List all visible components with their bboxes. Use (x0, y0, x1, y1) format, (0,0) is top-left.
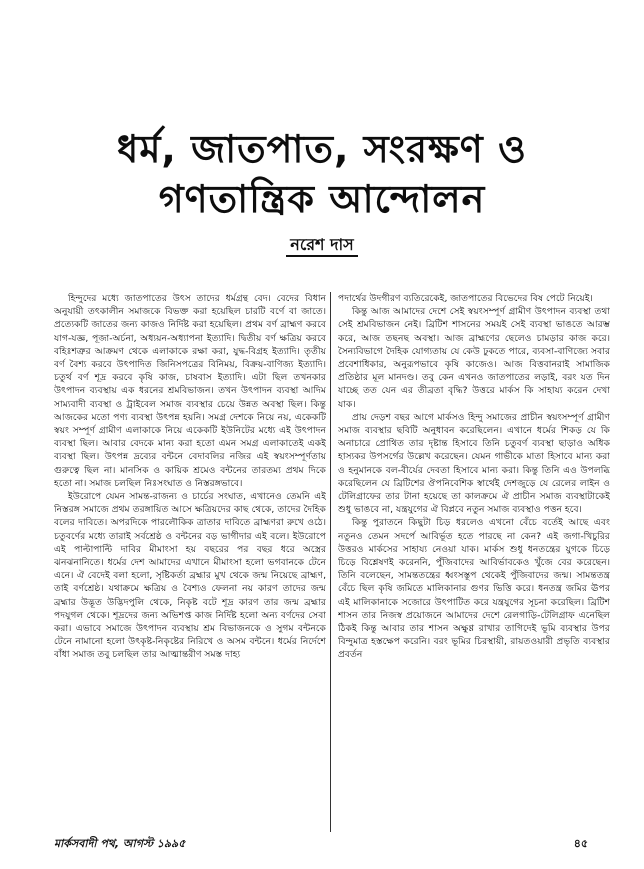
left-column (54, 292, 326, 830)
paragraph: প্রায় দেড়শ বছর আগে মার্কসও হিন্দু সমাজের প্রাচীন স্বয়ংসম্পূর্ণ গ্রামীণ সমাজ ব্যবস্থার ছবিটি অনুধাবন করেছিলেন। এখানে ধর্মের শিকড় যে কি অনাচারে প্রোথিত তার দৃষ্টান্ত হিসাবে তিনি চতুবর্ণ ব্যবস্থা ছাড়াও অধিক হাস্যকর উপসর্গের উল্লেখ করেছেন। যেমন গাভীকে মাতা হিসাবে মান্য করা ও হনুমানকে বল-বীর্যের দেবতা হিসাবে মান্য করা। কিন্তু তিনি এও উপলব্ধি করেছিলেন যে ব্রিটিশের ঔপনিবেশিক স্বার্থেই দেশজুড়ে যে রেলের লাইন ও টেলিগ্রাফের তার টানা হয়েছে তা কালক্রমে ঐ প্রাচীন সমাজ ব্যবস্থাটাকেই শুধু ভাঙবে না, যন্ত্রযুগের ঐ বিপ্লবে নতুন সমাজ ব্যবস্থাও পত্তন হবে। (338, 411, 610, 516)
paragraph: কিন্তু পুরাতনে কিছুটা চিড় ধরলেও এখনো বেঁচে বর্তেই আছে এবং নতুনও তেমন সদর্পে আবির্ভূত হতে পারছে না কেন? এই জগা-খিচুরির উত্তরও মার্কসের সাহায্য নেওয়া যাক। মার্কস শুধু ধনতন্ত্রের যুগকে চিড়ে চিড়ে বিশ্লেষণই করেননি, পুঁজিবাদের আবির্ভাবকেও খুঁজে বের করেছেন। তিনি বলেছেন, সামন্ততন্ত্রের ধ্বংসস্তূপ থেকেই পুঁজিবাদের জন্ম। সামন্ততন্ত্র বেঁচে ছিল কৃষি জমিতে মালিকানার গুণর ভিত্তি করে। ধনতন্ত্র জমির ঊপর এই মালিকানাকে সজোরে উৎপাটিত করে যন্ত্রযুগের সূচনা করেছিল। ব্রিটিশ শাসন তার নিজস্ব প্রয়োজনে আমাদের দেশে রেলগাড়ি-টেলিগ্রাফ এনেছিল ঠিকই কিন্তু আবার তার শাসন অক্ষুণ্ণ রাখার তাগিদেই ভূমি ব্যবস্থার উপর বিন্দুমাত্র হস্তক্ষেপ করেনি। বরং ভূমির চিরস্থায়ী, রায়তওয়ারী প্রভৃতি ব্যবস্থার প্রবর্তন (338, 517, 610, 661)
paragraph: ইউরোপে যেমন সামন্ত-রাজন্য ও চার্চের সংঘাত, এখানেও তেমনি এই নিস্তরঙ্গ সমাজে প্রথম তরঙ্গায়িত আসে ক্ষত্রিয়দের কাছ থেকে, তাদের দৈহিক বলের দাবিতে। অপরদিকে পারলৌকিক ত্রাতার দাবিতে ব্রাহ্মণরা রুখে ওঠে। চতুবর্ণের মধ্যে তারাই সর্বশ্রেষ্ঠ ও বন্টনের বড় ভাগীদার এই বলে। ইউরোপে এই পাল্টাপাল্টি দাবির মীমাংসা হয় বছরের পর বছর ধরে অস্ত্রের ঝনঝনানিতে। ধর্মের দেশ আমাদের এখানে মীমাংসা হলো ভগবানকে টেনে এনে। ঐ বেদেই বলা হলো, সৃষ্টিকর্তা ব্রহ্মার মুখ থেকে জন্ম নিয়েছে ব্রাহ্মণ, তাই বর্ণশ্রেষ্ঠ। যথাক্রমে ক্ষত্রিয় ও বৈশ্যও ফেলনা নয় কারণ তাদের জন্ম ব্রহ্মার উদ্ভূত উদ্ভিদপুলি থেকে, নিকৃষ্ট বটে শূদ্র কারণ তার জন্ম ব্রহ্মার পদযুগল থেকে। শূদ্রদের জন্য অভিশপ্ত কাজ নির্দিষ্ট হলো অন্য বর্ণদের সেবা করা। এভাবে সমাজে উৎপাদন ব্যবস্থায় শ্রম বিভাজনকে ও সুগম বন্টনকে টেনে নামানো হলো উৎকৃষ্ট-নিকৃষ্টের নিরিখে ও অসম বন্টনে। ধর্মের নির্দেশে বাঁধা সমাজ তবু চলছিল তার আত্মান্তরীণ সমস্ত দাহ্য (54, 491, 326, 661)
paragraph: কিন্তু আজ আমাদের দেশে সেই স্বয়ংসম্পূর্ণ গ্রামীণ উৎপাদন ব্যবস্থা তথা সেই শ্রমবিভাজন নেই। ব্রিটিশ শাসনের সময়ই সেই ব্যবস্থা ভাঙতে আরম্ভ করে, আজ তছনছ অবস্থা। আজ ব্রাহ্মণের ছেলেও চামড়ার কাজ করে। সৈন্যবিভাগে দৈহিক যোগ্যতায় যে কেউ ঢুকতে পারে, ব্যবসা-বাণিজ্যে সবার প্রবেশাধিকার, অনুরূপভাবে কৃষি কাজেও। আজ বিত্তবানরাই সামাজিক প্রতিষ্ঠার মূল মানদণ্ড। তবু কেন এখনও জাতপাতের লড়াই, বরং যত দিন যাচ্ছে তত যেন এর তীব্রতা বৃদ্ধি? উত্তরে মার্কস কি সাহায্য করেন দেখা যাক। (338, 306, 610, 410)
column-divider (330, 292, 331, 832)
paragraph: পদার্থের উদগীরণ ব্যতিরেকেই, জাতপাতের বিভেদের বিষ পেটে নিয়েই। (338, 293, 593, 304)
page-number: ৪৫ (573, 837, 588, 850)
article-title-line-2: গণতান্ত্রিক আন্দোলন (158, 177, 486, 221)
journal-footer: মার্কসবাদী পথ, আগস্ট ১৯৯৫ (54, 837, 186, 850)
right-column (338, 292, 610, 830)
paragraph: হিন্দুদের মধ্যে জাতপাতের উৎস তাদের ধর্মগ্রন্থ বেদ। বেদের বিধান অনুযায়ী তৎকালীন সমাজকে বিভক্ত করা হয়েছিল চারটি বর্ণে বা জাতে। প্রত্যেকটি জাতের জন্য কাজও নির্দিষ্ট করা হয়েছিল। প্রথম বর্ণ ব্রাহ্মণ করবে যাগ-যজ্ঞ, পূজা-অর্চনা, অধ্যয়ন-অধ্যাপনা ইত্যাদি। দ্বিতীয় বর্ণ ক্ষত্রিয় করবে বহিঃশত্রুর আক্রমণ থেকে এলাকাকে রক্ষা করা, যুদ্ধ-বিগ্রহ ইত্যাদি। তৃতীয় বর্ণ বৈশ্য করবে উৎপাদিত জিনিসপত্রের বিনিময়, বিক্রয়-বাণিজ্য ইত্যাদি। চতুর্থ বর্ণ শূদ্র করবে কৃষি কাজ, চাষবাস ইত্যাদি। এটা ছিল তখনকার উৎপাদন ব্যবস্থায় এক ধরনের শ্রমবিভাজন। তখন উৎপাদন ব্যবস্থা আদিম সাম্যবাদী ব্যবস্থা ও ট্রাইবেল সমাজ ব্যবস্থার চেয়ে উন্নত অবস্থা ছিল। কিন্তু আজকের মতো পণ্য ব্যবস্থা উৎপন্ন হয়নি। সমগ্র দেশকে নিয়ে নয়, একেকটি স্বয়ং সম্পূর্ণ গ্রামীণ এলাকাকে নিয়ে একেকটি ইউনিটের মধ্যে এই উৎপাদন ব্যবস্থা ছিল। আবার বেদকে মান্য করা হতো এমন সমগ্র এলাকাতেই একই ব্যবস্থা ছিল। উৎপন্ন দ্রব্যের বন্টনে বেদাবলির নজির এই স্বয়ংসম্পূর্ণতায় গুরুত্বে ছিল না। মানসিক ও কায়িক শ্রমেও বন্টনের তারতম্য প্রথম দিকে হতো না। সমাজ চলছিল নিঃসংঘাত ও নিস্তরঙ্গভাবে। (54, 293, 326, 489)
author-name: নরেশ দাস (286, 235, 357, 257)
author-byline (0, 232, 644, 259)
article-title-line-1: ধর্ম, জাতপাত, সংরক্ষণ ও (117, 127, 527, 171)
